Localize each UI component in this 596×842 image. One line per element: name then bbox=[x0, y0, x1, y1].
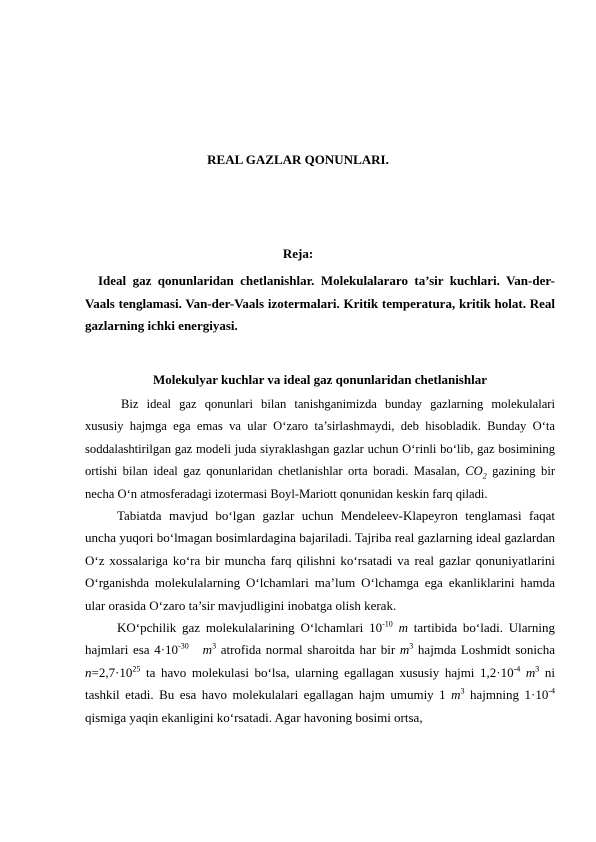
paragraph-2: Tabiatda mavjud bo‘lgan gazlar uchun Mendeleev-Klapeyron tenglamasi faqat uncha yuqori bo‘lmagan bosimlardagina bajariladi. Tajriba real gazlarning ideal gazlardan O‘z xossalariga ko‘ra bir muncha farq qilishni ko‘rsatadi va real gazlar qonuniyatlarini O‘rganishda molekulalarning O‘lchamlari ma’lum O‘lchamga ega ekanliklarini hamda ular orasida O‘zaro ta’sir mavjudligini inobatga olish kerak. bbox=[85, 508, 555, 613]
p3-sup: 3 bbox=[460, 686, 465, 696]
p3-sup: 3 bbox=[535, 664, 540, 674]
paragraph-1-text-a: Biz ideal gaz qonunlari bilan tanishganimizda bunday gazlarning molekulalari xususiy hajmga ega emas va ular O‘zaro ta’sirlashmaydi, deb hisobladik. Bunday O‘ta soddalashtirilgan gaz modeli juda siyraklashgan gazlar uchun O‘rinli bo‘lib, gaz bosimining ortishi bilan ideal gaz qonunlaridan chetlanishlar orta boradi. Masalan, bbox=[85, 397, 555, 479]
p3-unit: m bbox=[451, 687, 461, 703]
p3-seg: hajmda Loshmidt sonicha bbox=[413, 642, 556, 658]
p3-seg: KO‘pchilik gaz molekulalarining O‘lchamlari 10 bbox=[117, 620, 383, 636]
p3-sup: 3 bbox=[212, 642, 217, 652]
body-text bbox=[85, 393, 555, 729]
p3-unit: m bbox=[398, 620, 408, 636]
plan-text: Ideal gaz qonunlaridan chetlanishlar. Molekulalararo ta’sir kuchlari. Van-der-Vaals tenglamasi. Van-der-Vaals izotermalari. Kritik temperatura, kritik holat. Real gazlarning ichki energiyasi. bbox=[85, 273, 555, 333]
document-title: REAL GAZLAR QONUNLARI. bbox=[207, 152, 389, 167]
p3-sup: -10 bbox=[382, 619, 393, 629]
plan-heading: Reja: bbox=[282, 246, 314, 261]
co2-subscript: 2 bbox=[482, 471, 487, 481]
p3-seg: atrofida normal sharoitda har bir bbox=[216, 642, 400, 658]
p3-seg: qismiga yaqin ekanligini ko‘rsatadi. Agar havoning bosimi ortsa, bbox=[85, 709, 423, 725]
p3-seg: =2,7·10 bbox=[91, 664, 133, 680]
co2-formula bbox=[465, 464, 487, 481]
section-heading: Molekulyar kuchlar va ideal gaz qonunlaridan chetlanishlar bbox=[153, 372, 487, 387]
p3-sup: -30 bbox=[178, 642, 189, 652]
p3-seg: tartibida bo‘ladi. Ularning hajmlari esa 4·10 bbox=[85, 620, 555, 658]
p3-sup: 25 bbox=[132, 664, 141, 674]
p3-seg: ni tashkil etadi. Bu esa havo molekulalari egallagan hajm umumiy 1 bbox=[85, 664, 555, 703]
paragraph-1-text-b: gazining bir necha O‘n atmosferadagi izotermasi Boyl-Mariott qonunidan keskin farq qiladi. bbox=[85, 464, 556, 501]
co2-main: CO bbox=[465, 464, 483, 479]
p3-seg: ta havo molekulasi bo‘lsa, ularning egallagan xususiy hajmi 1,2·10 bbox=[140, 664, 514, 680]
p3-unit: m bbox=[202, 642, 213, 658]
p3-sup: -4 bbox=[548, 686, 555, 696]
paragraph-1 bbox=[85, 393, 555, 505]
p3-unit: m bbox=[399, 642, 410, 658]
p3-sup: 3 bbox=[409, 642, 414, 652]
p3-unit: m bbox=[525, 664, 536, 680]
p3-seg: hajmning 1·10 bbox=[464, 687, 549, 703]
p3-var: n bbox=[85, 664, 92, 680]
p3-sup: -4 bbox=[513, 664, 521, 674]
paragraph-3 bbox=[85, 617, 555, 729]
